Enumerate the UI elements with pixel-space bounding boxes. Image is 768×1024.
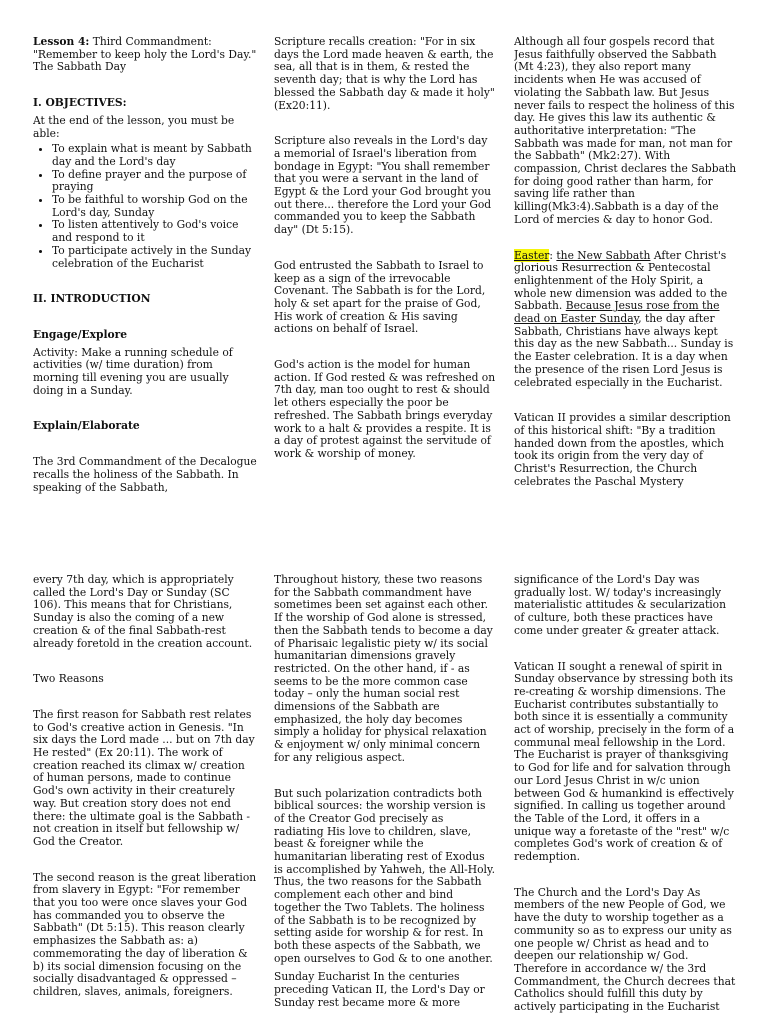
model-paragraph: God's action is the model for human action. If God rested & was refreshed on 7th day, man too ought to rest & should let others especially the poor be refreshed. The Sabbath brings everyday work to a halt & provides a respite. It is a day of protest against the servitude of work & worship of money. (274, 358, 496, 460)
colon: : (549, 248, 557, 262)
vatican-renewal-paragraph: Vatican II sought a renewal of spirit in Sunday observance by stressing both its re-creating & worship dimensions. The Eucharist contributes substantially to both since it is essentially a community act of worship, precisely in the form of a communal meal fellowship in the Lord. The Eucharist is prayer of thanksgiving to God for life and for salvation through our Lord Jesus Christ in w/c union between God & humankind is effectively signified. In calling us together around the Table of the Lord, it offers in a unique way a foretaste of the "rest" w/c completes God's work of creation & of redemption. (514, 659, 735, 864)
column-2-top (274, 36, 496, 506)
easter-text-b: , the day after Sabbath, Christians have always kept this day as the new Sabbath... Sunday is the Easter celebration. It is a day when the presence of the risen Lord Jesus is celebrated especially in the Eucharist. (514, 312, 734, 389)
easter-text-a: After Christ's glorious Resurrection & Pentecostal enlightenment of the Holy Spirit, a whole new dimension was added to the Sabbath. (514, 248, 728, 313)
easter-paragraph (514, 250, 738, 390)
liberation-paragraph: Scripture also reveals in the Lord's day a memorial of Israel's liberation from bondage in Egypt: "You shall remember that you were a servant in the land of Egypt & the Lord your God brought you out there... therefore the Lord your God commanded you to keep the Sabbath day" (Dt 5:15). (274, 134, 492, 237)
first-reason-paragraph: The first reason for Sabbath rest relates to God's creative action in Genesis. "In six days the Lord made ... but on 7th day He rested" (Ex 20:11). The work of creation reached its climax w/ creation of human persons, made to continue God's own activity in their creaturely way. But creation story does not end there: the ultimate goal is the Sabbath - not creation in itself but fellowship w/ God the Creator. (33, 707, 255, 848)
objective-item: • To explain what is meant by Sabbath day and the Lord's day (52, 143, 257, 168)
creation-paragraph: Scripture recalls creation: "For in six days the Lord made heaven & earth, the sea, all that is in them, & rested the seventh day; that is why the Lord has blessed the Sabbath day & made it holy"(Ex20:11). (274, 36, 495, 112)
decalogue-paragraph: The 3rd Commandment of the Decalogue recalls the holiness of the Sabbath. In speaking of the Sabbath, (33, 455, 257, 494)
vatican-paragraph: Vatican II provides a similar description of this historical shift: "By a tradition handed down from the apostles, which took its origin from the very day of Christ's Resurrection, the Church celebrates the Paschal Mystery (514, 411, 731, 488)
history-paragraph: Throughout history, these two reasons for the Sabbath commandment have sometimes been set against each other. If the worship of God alone is stressed, then the Sabbath tends to become a day of Pharisaic legalistic piety w/ its social humanitarian dimensions gravely restricted. On the other hand, if - as seems to be the more common case today – only the human social rest dimensions of the Sabbath are emphasized, the holy day becomes simply a holiday for physical relaxation & enjoyment w/ only minimal concern for any religious aspect. (274, 574, 493, 764)
easter-underline: Because Jesus rose from the dead on Easter Sunday (514, 299, 720, 326)
objective-item: • To participate actively in the Sunday celebration of the Eucharist (52, 245, 257, 270)
column-1-bottom (33, 574, 257, 1024)
introduction-heading: II. INTRODUCTION (33, 292, 151, 306)
objective-item: • To be faithful to worship God on the Lord's day, Sunday (52, 194, 257, 219)
gospels-paragraph: Although all four gospels record that Jesus faithfully observed the Sabbath (Mt 4:23), they also report many incidents when He was accused of violating the Sabbath law. But Jesus never fails to respect the holiness of this day. He gives this law its authentic & authoritative interpretation: "The Sabbath was made for man, not man for the Sabbath" (Mk2:27). With compassion, Christ declares the Sabbath for doing good rather than harm, for saving life rather than killing(Mk3:4).Sabbath is a day of the Lord of mercies & day to honor God. (514, 36, 737, 226)
objectives-intro: At the end of the lesson, you must be able: (33, 113, 235, 140)
objective-item: • To listen attentively to God's voice and respond to it (52, 219, 257, 244)
sunday-eucharist-paragraph: Sunday Eucharist In the centuries preceding Vatican II, the Lord's Day or Sunday rest became more & more (274, 970, 485, 1009)
objectives-heading: I. OBJECTIVES: (33, 96, 127, 110)
new-sabbath-underline: the New Sabbath (556, 248, 651, 262)
objectives-list (33, 143, 257, 270)
significance-paragraph: significance of the Lord's Day was gradually lost. W/ today's increasingly materialistic attitudes & secularization of culture, both these practices have come under greater & greater attack. (514, 574, 726, 637)
covenant-paragraph: God entrusted the Sabbath to Israel to keep as a sign of the irrevocable Covenant. The Sabbath is for the Lord, holy & set apart for the praise of God, His work of creation & His saving actions on behalf of Israel. (274, 258, 486, 336)
objective-item: • To define prayer and the purpose of praying (52, 169, 257, 194)
activity-paragraph: Activity: Make a running schedule of activities (w/ time duration) from morning till evening you are usually doing in a Sunday. (33, 345, 233, 397)
column-2-bottom (274, 574, 496, 1024)
second-reason-paragraph: The second reason is the great liberation from slavery in Egypt: "For remember that you too were once slaves your God has commanded you to observe the Sabbath" (Dt 5:15). This reason clearly emphasizes the Sabbath as: a) commemorating the day of liberation & b) its social dimension focusing on the socially disadvantaged & oppressed – children, slaves, animals, foreigners. (33, 870, 257, 998)
lesson-title: Third Commandment: "Remember to keep holy the Lord's Day." The Sabbath Day (33, 36, 257, 74)
column-1-top (33, 36, 257, 506)
explain-heading: Explain/Elaborate (33, 419, 140, 433)
engage-heading: Engage/Explore (33, 327, 128, 341)
column-3-top (514, 36, 738, 506)
church-lords-day-paragraph: The Church and the Lord's Day As members of the new People of God, we have the duty to worship together as a community so as to express our unity as one people w/ Christ as head and to deepen our relationship w/ God. Therefore in accordance w/ the 3rd Commandment, the Church decrees that Catholics should fulfill this duty by actively participating in the Eucharist (514, 885, 736, 1014)
lords-day-paragraph: every 7th day, which is appropriately called the Lord's Day or Sunday (SC 106). This means that for Christians, Sunday is also the coming of a new creation & of the final Sabbath-rest already foretold in the creation account. (33, 574, 253, 650)
lesson-heading (33, 36, 257, 74)
two-reasons-heading: Two Reasons (33, 672, 104, 686)
lesson-label: Lesson 4: (33, 36, 90, 48)
easter-highlight: Easter (514, 248, 550, 262)
column-3-bottom (514, 574, 738, 1024)
polarization-paragraph: But such polarization contradicts both biblical sources: the worship version is of the Creator God precisely as radiating His love to children, slave, beast & foreigner while the humanitarian liberating rest of Exodus is accomplished by Yahweh, the All-Holy. Thus, the two reasons for the Sabbath complement each other and bind together the Two Tablets. The holiness of the Sabbath is to be recognized by setting aside for worship & for rest. In both these aspects of the Sabbath, we open ourselves to God & to one another. (274, 786, 495, 965)
